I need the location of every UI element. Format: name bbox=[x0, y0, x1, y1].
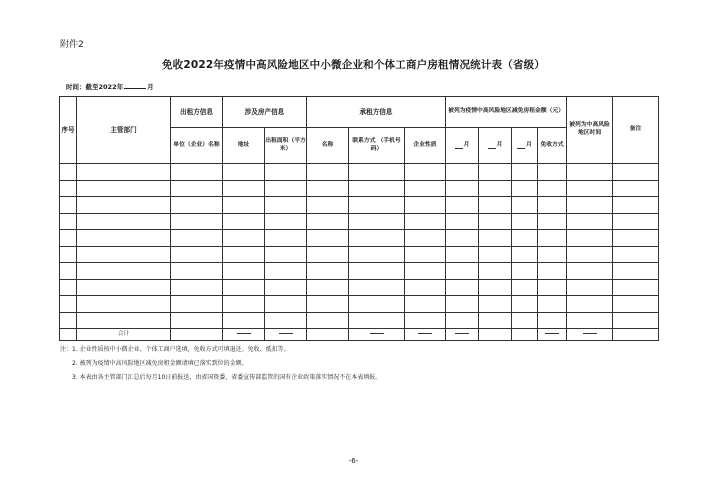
table-cell[interactable] bbox=[512, 197, 538, 214]
table-cell[interactable] bbox=[265, 180, 307, 197]
table-cell[interactable] bbox=[77, 230, 171, 247]
table-cell[interactable] bbox=[613, 197, 659, 214]
table-cell[interactable] bbox=[77, 180, 171, 197]
dash-mark bbox=[279, 333, 293, 334]
table-cell[interactable] bbox=[512, 312, 538, 329]
table-cell[interactable] bbox=[265, 246, 307, 263]
col-header-month-3 bbox=[512, 128, 538, 164]
table-cell[interactable] bbox=[512, 279, 538, 296]
time-field bbox=[66, 82, 154, 91]
table-cell[interactable] bbox=[171, 213, 223, 230]
table-cell[interactable] bbox=[171, 230, 223, 247]
col-header-month-2 bbox=[479, 128, 512, 164]
table-cell[interactable] bbox=[405, 197, 446, 214]
table-cell[interactable] bbox=[171, 312, 223, 329]
table-cell[interactable] bbox=[265, 213, 307, 230]
col-header-property-group: 涉及房产信息 bbox=[223, 97, 307, 128]
table-cell[interactable] bbox=[77, 197, 171, 214]
table-cell[interactable] bbox=[349, 279, 405, 296]
table-cell[interactable] bbox=[567, 312, 613, 329]
table-row bbox=[60, 164, 659, 181]
total-cell bbox=[307, 329, 349, 341]
table-cell[interactable] bbox=[223, 279, 265, 296]
notes-section bbox=[60, 347, 381, 389]
table-cell[interactable] bbox=[77, 164, 171, 181]
table-cell[interactable] bbox=[405, 180, 446, 197]
dash-mark bbox=[455, 333, 469, 334]
table-cell[interactable] bbox=[613, 180, 659, 197]
table-cell[interactable] bbox=[567, 279, 613, 296]
total-dash-cell bbox=[265, 329, 307, 341]
total-cell bbox=[171, 329, 223, 341]
table-cell[interactable] bbox=[223, 296, 265, 313]
table-cell[interactable] bbox=[538, 197, 567, 214]
table-cell[interactable] bbox=[538, 296, 567, 313]
table-cell[interactable] bbox=[405, 263, 446, 280]
table-cell[interactable] bbox=[446, 230, 479, 247]
table-cell[interactable] bbox=[446, 197, 479, 214]
table-cell[interactable] bbox=[512, 246, 538, 263]
table-cell[interactable] bbox=[223, 213, 265, 230]
table-cell[interactable] bbox=[349, 197, 405, 214]
table-cell[interactable] bbox=[479, 312, 512, 329]
table-cell[interactable] bbox=[567, 246, 613, 263]
table-cell[interactable] bbox=[538, 180, 567, 197]
table-cell[interactable] bbox=[405, 296, 446, 313]
total-cell bbox=[613, 329, 659, 341]
table-cell[interactable] bbox=[479, 197, 512, 214]
time-label: 时间：截至2022年 bbox=[66, 83, 124, 91]
table-cell[interactable] bbox=[613, 213, 659, 230]
table-cell[interactable] bbox=[265, 230, 307, 247]
table-cell[interactable] bbox=[479, 263, 512, 280]
table-cell[interactable] bbox=[567, 213, 613, 230]
table-cell[interactable] bbox=[307, 263, 349, 280]
table-cell[interactable] bbox=[265, 312, 307, 329]
table-cell[interactable] bbox=[77, 246, 171, 263]
table-cell[interactable] bbox=[223, 180, 265, 197]
table-cell[interactable] bbox=[60, 213, 77, 230]
table-cell[interactable] bbox=[567, 180, 613, 197]
table-row bbox=[60, 246, 659, 263]
table-cell[interactable] bbox=[538, 263, 567, 280]
table-cell[interactable] bbox=[223, 230, 265, 247]
table-cell[interactable] bbox=[349, 230, 405, 247]
dash-mark bbox=[545, 333, 559, 334]
table-cell[interactable] bbox=[538, 213, 567, 230]
table-cell[interactable] bbox=[171, 180, 223, 197]
total-dash-cell bbox=[567, 329, 613, 341]
table-cell[interactable] bbox=[349, 164, 405, 181]
table-cell[interactable] bbox=[538, 230, 567, 247]
col-header-lessor-unit: 单位（企业）名称 bbox=[171, 128, 223, 164]
month-suffix: 月 bbox=[526, 141, 532, 148]
month-suffix: 月 bbox=[463, 141, 470, 148]
table-cell[interactable] bbox=[538, 279, 567, 296]
month-suffix: 月 bbox=[496, 141, 503, 148]
table-row bbox=[60, 263, 659, 280]
table-cell[interactable] bbox=[446, 312, 479, 329]
table-cell[interactable] bbox=[265, 197, 307, 214]
table-row bbox=[60, 230, 659, 247]
table-cell[interactable] bbox=[479, 279, 512, 296]
table-cell[interactable] bbox=[77, 312, 171, 329]
col-header-dept: 主管部门 bbox=[77, 97, 171, 164]
col-header-remark: 备注 bbox=[613, 97, 659, 164]
dash-mark bbox=[237, 333, 251, 334]
table-cell[interactable] bbox=[349, 296, 405, 313]
table-cell[interactable] bbox=[479, 164, 512, 181]
total-label: 合计 bbox=[77, 329, 171, 341]
table-cell[interactable] bbox=[60, 246, 77, 263]
table-cell[interactable] bbox=[479, 296, 512, 313]
table-cell[interactable] bbox=[223, 246, 265, 263]
table-cell[interactable] bbox=[613, 263, 659, 280]
table-cell[interactable] bbox=[538, 312, 567, 329]
table-cell[interactable] bbox=[307, 296, 349, 313]
table-cell[interactable] bbox=[60, 312, 77, 329]
col-header-lessee-name: 名称 bbox=[307, 128, 349, 164]
table-cell[interactable] bbox=[405, 213, 446, 230]
total-cell bbox=[479, 329, 512, 341]
table-cell[interactable] bbox=[307, 246, 349, 263]
total-dash-cell bbox=[223, 329, 265, 341]
table-cell[interactable] bbox=[60, 197, 77, 214]
table-cell[interactable] bbox=[171, 279, 223, 296]
table-cell[interactable] bbox=[613, 246, 659, 263]
table-cell[interactable] bbox=[479, 246, 512, 263]
col-header-address: 地址 bbox=[223, 128, 265, 164]
table-cell[interactable] bbox=[223, 312, 265, 329]
table-row bbox=[60, 312, 659, 329]
table-cell[interactable] bbox=[223, 263, 265, 280]
total-dash-cell bbox=[446, 329, 479, 341]
total-cell bbox=[60, 329, 77, 341]
table-cell[interactable] bbox=[567, 197, 613, 214]
table-cell[interactable] bbox=[223, 197, 265, 214]
attachment-label: 附件2 bbox=[60, 40, 84, 50]
table-cell[interactable] bbox=[349, 246, 405, 263]
table-cell[interactable] bbox=[613, 312, 659, 329]
table-cell[interactable] bbox=[405, 164, 446, 181]
table-cell[interactable] bbox=[613, 164, 659, 181]
table-cell[interactable] bbox=[567, 230, 613, 247]
note-1: 注：1. 企业性质按中小微企业、个体工商户选填，免收方式可填退还、免收、抵扣等。 bbox=[60, 346, 290, 353]
col-header-lessee-group: 承租方信息 bbox=[307, 97, 446, 128]
table-cell[interactable] bbox=[307, 164, 349, 181]
month-blank bbox=[517, 148, 525, 149]
table-cell[interactable] bbox=[265, 279, 307, 296]
table-cell[interactable] bbox=[613, 230, 659, 247]
table-cell[interactable] bbox=[446, 296, 479, 313]
table-cell[interactable] bbox=[512, 230, 538, 247]
table-cell[interactable] bbox=[349, 263, 405, 280]
table-row bbox=[60, 213, 659, 230]
dash-mark bbox=[370, 333, 384, 334]
table-cell[interactable] bbox=[446, 213, 479, 230]
page-number: -6- bbox=[348, 457, 359, 465]
table-cell[interactable] bbox=[265, 296, 307, 313]
header-row-1 bbox=[60, 97, 659, 128]
col-header-rent-area: 出租面积（平方米） bbox=[265, 128, 307, 164]
table-cell[interactable] bbox=[512, 296, 538, 313]
statistics-table bbox=[59, 96, 659, 341]
table-cell[interactable] bbox=[307, 230, 349, 247]
table-cell[interactable] bbox=[479, 230, 512, 247]
table-cell[interactable] bbox=[567, 296, 613, 313]
dash-mark bbox=[418, 333, 432, 334]
col-header-period: 被列为中高风险地区时间 bbox=[567, 97, 613, 164]
table-cell[interactable] bbox=[446, 246, 479, 263]
table-cell[interactable] bbox=[77, 296, 171, 313]
table-cell[interactable] bbox=[223, 164, 265, 181]
total-dash-cell bbox=[538, 329, 567, 341]
table-cell[interactable] bbox=[77, 213, 171, 230]
table-cell[interactable] bbox=[538, 164, 567, 181]
table-cell[interactable] bbox=[60, 263, 77, 280]
time-month-suffix: 月 bbox=[147, 83, 154, 91]
table-cell[interactable] bbox=[349, 213, 405, 230]
table-cell[interactable] bbox=[538, 246, 567, 263]
table-cell[interactable] bbox=[349, 312, 405, 329]
table-cell[interactable] bbox=[171, 246, 223, 263]
table-cell[interactable] bbox=[446, 279, 479, 296]
table-cell[interactable] bbox=[60, 180, 77, 197]
table-cell[interactable] bbox=[60, 279, 77, 296]
table-cell[interactable] bbox=[77, 263, 171, 280]
total-row bbox=[60, 329, 659, 341]
table-cell[interactable] bbox=[307, 312, 349, 329]
table-cell[interactable] bbox=[567, 263, 613, 280]
col-header-seq: 序号 bbox=[60, 97, 77, 164]
table-cell[interactable] bbox=[479, 213, 512, 230]
col-header-contact: 联系方式 （手机号码） bbox=[349, 128, 405, 164]
col-header-lessor-group: 出租方信息 bbox=[171, 97, 223, 128]
table-cell[interactable] bbox=[613, 296, 659, 313]
table-row bbox=[60, 180, 659, 197]
table-cell[interactable] bbox=[613, 279, 659, 296]
table-cell[interactable] bbox=[405, 246, 446, 263]
table-cell[interactable] bbox=[60, 164, 77, 181]
table-cell[interactable] bbox=[77, 279, 171, 296]
time-month-blank bbox=[124, 88, 146, 89]
table-cell[interactable] bbox=[171, 164, 223, 181]
table-cell[interactable] bbox=[512, 213, 538, 230]
dash-mark bbox=[583, 333, 597, 334]
month-blank bbox=[455, 148, 463, 149]
table-cell[interactable] bbox=[265, 164, 307, 181]
table-cell[interactable] bbox=[512, 164, 538, 181]
table-cell[interactable] bbox=[171, 296, 223, 313]
table-cell[interactable] bbox=[265, 263, 307, 280]
table-cell[interactable] bbox=[171, 263, 223, 280]
table-cell[interactable] bbox=[349, 180, 405, 197]
table-cell[interactable] bbox=[446, 263, 479, 280]
page-title: 免收2022年疫情中高风险地区中小微企业和个体工商户房租情况统计表（省级） bbox=[161, 59, 546, 71]
table-row bbox=[60, 296, 659, 313]
table-cell[interactable] bbox=[405, 279, 446, 296]
table-cell[interactable] bbox=[567, 164, 613, 181]
table-cell[interactable] bbox=[405, 230, 446, 247]
table-cell[interactable] bbox=[405, 312, 446, 329]
col-header-method: 免收方式 bbox=[538, 128, 567, 164]
table-cell[interactable] bbox=[60, 230, 77, 247]
table-cell[interactable] bbox=[479, 180, 512, 197]
table-cell[interactable] bbox=[307, 197, 349, 214]
table-cell[interactable] bbox=[307, 279, 349, 296]
table-cell[interactable] bbox=[307, 213, 349, 230]
table-cell[interactable] bbox=[446, 164, 479, 181]
table-cell[interactable] bbox=[512, 180, 538, 197]
table-row bbox=[60, 279, 659, 296]
col-header-nature: 企业性质 bbox=[405, 128, 446, 164]
note-2: 2. 被列为疫情中高风险地区减免房租金额请填已落实到位的金额。 bbox=[72, 360, 248, 367]
table-cell[interactable] bbox=[446, 180, 479, 197]
total-cell bbox=[512, 329, 538, 341]
total-dash-cell bbox=[405, 329, 446, 341]
table-cell[interactable] bbox=[307, 180, 349, 197]
month-blank bbox=[488, 148, 496, 149]
col-header-month-1 bbox=[446, 128, 479, 164]
total-dash-cell bbox=[349, 329, 405, 341]
table-cell[interactable] bbox=[60, 296, 77, 313]
note-3: 3. 本表由各主管部门汇总后每月10日前报送，由省国资委、省委宣传部监管的国有企业政策落实情况不在本表填报。 bbox=[72, 374, 382, 381]
table-cell[interactable] bbox=[512, 263, 538, 280]
table-row bbox=[60, 197, 659, 214]
col-header-reduction-group: 被列为疫情中高风险地区减免房租金额（元） bbox=[446, 97, 567, 128]
table-cell[interactable] bbox=[171, 197, 223, 214]
